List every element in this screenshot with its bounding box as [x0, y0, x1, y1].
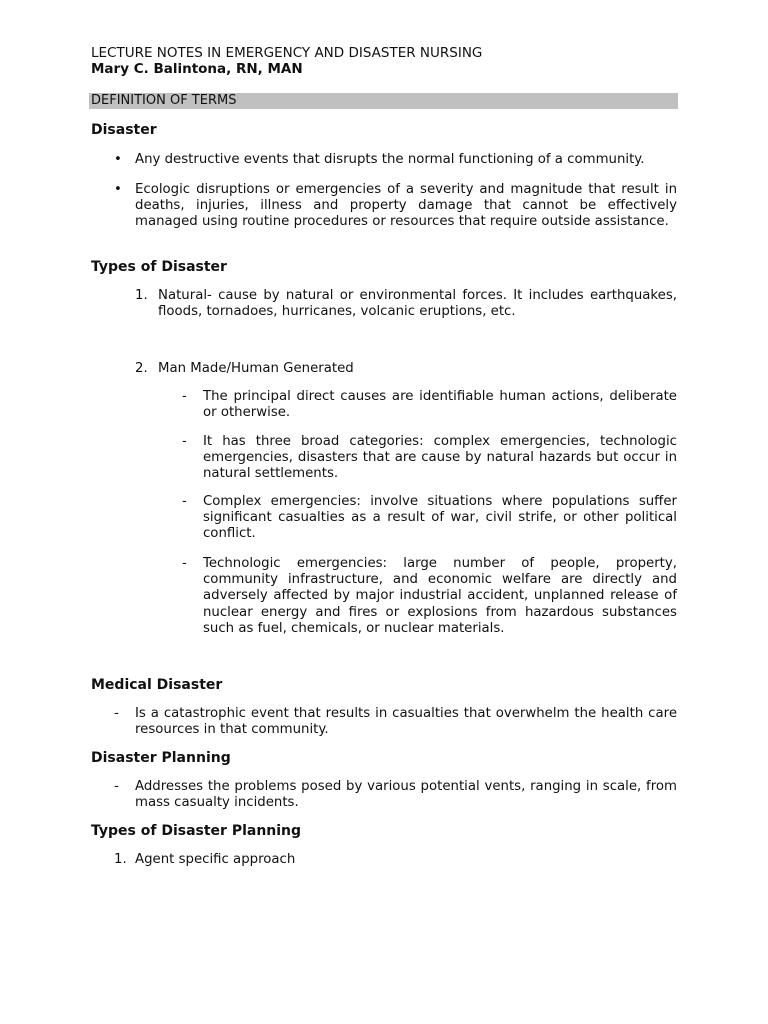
bullet-item: Ecologic disruptions or emergencies of a severity and magnitude that result in deaths, injuries, illness and property damage that cannot be effectively managed using routine procedures or resources that require outside assistance.: [135, 182, 677, 230]
dash-marker: -: [182, 389, 187, 404]
dash-marker: -: [114, 779, 119, 794]
dash-item: Technologic emergencies: large number of people, property, community infrastructure, and economic welfare are directly and adversely affected by major industrial accident, unplanned release of nuclear energy and fires or explosions from hazardous substances such as fuel, chemicals, or nuclear materials.: [203, 556, 677, 636]
list-number: 1.: [114, 852, 127, 867]
list-number: 1.: [135, 288, 148, 303]
heading-types-of-disaster-planning: Types of Disaster Planning: [91, 823, 302, 839]
dash-item: It has three broad categories: complex emergencies, technologic emergencies, disasters that are cause by natural hazards but occur in natural settlements.: [203, 434, 677, 482]
section-bar-label: DEFINITION OF TERMS: [91, 93, 237, 108]
dash-marker: -: [114, 706, 119, 721]
dash-item: The principal direct causes are identifiable human actions, deliberate or otherwise.: [203, 389, 677, 421]
dash-marker: -: [182, 434, 187, 449]
heading-medical-disaster: Medical Disaster: [91, 677, 223, 693]
list-item: Man Made/Human Generated: [158, 361, 354, 376]
dash-marker: -: [182, 556, 187, 571]
heading-disaster-planning: Disaster Planning: [91, 750, 231, 766]
dash-item: Complex emergencies: involve situations where populations suffer significant casualties as a result of war, civil strife, or other political conflict.: [203, 494, 677, 542]
bullet-item: Any destructive events that disrupts the normal functioning of a community.: [135, 152, 645, 167]
bullet-marker: •: [114, 182, 122, 197]
list-number: 2.: [135, 361, 148, 376]
dash-item: Is a catastrophic event that results in casualties that overwhelm the health care resources in that community.: [135, 706, 677, 738]
dash-item: Addresses the problems posed by various potential vents, ranging in scale, from mass casualty incidents.: [135, 779, 677, 811]
bullet-marker: •: [114, 152, 122, 167]
list-item: Natural- cause by natural or environmental forces. It includes earthquakes, floods, tornadoes, hurricanes, volcanic eruptions, etc.: [158, 288, 677, 320]
heading-disaster: Disaster: [91, 122, 157, 138]
list-item: Agent specific approach: [135, 852, 296, 867]
dash-marker: -: [182, 494, 187, 509]
document-author: Mary C. Balintona, RN, MAN: [91, 61, 303, 77]
document-title: LECTURE NOTES IN EMERGENCY AND DISASTER NURSING: [91, 45, 483, 61]
heading-types-of-disaster: Types of Disaster: [91, 259, 227, 275]
